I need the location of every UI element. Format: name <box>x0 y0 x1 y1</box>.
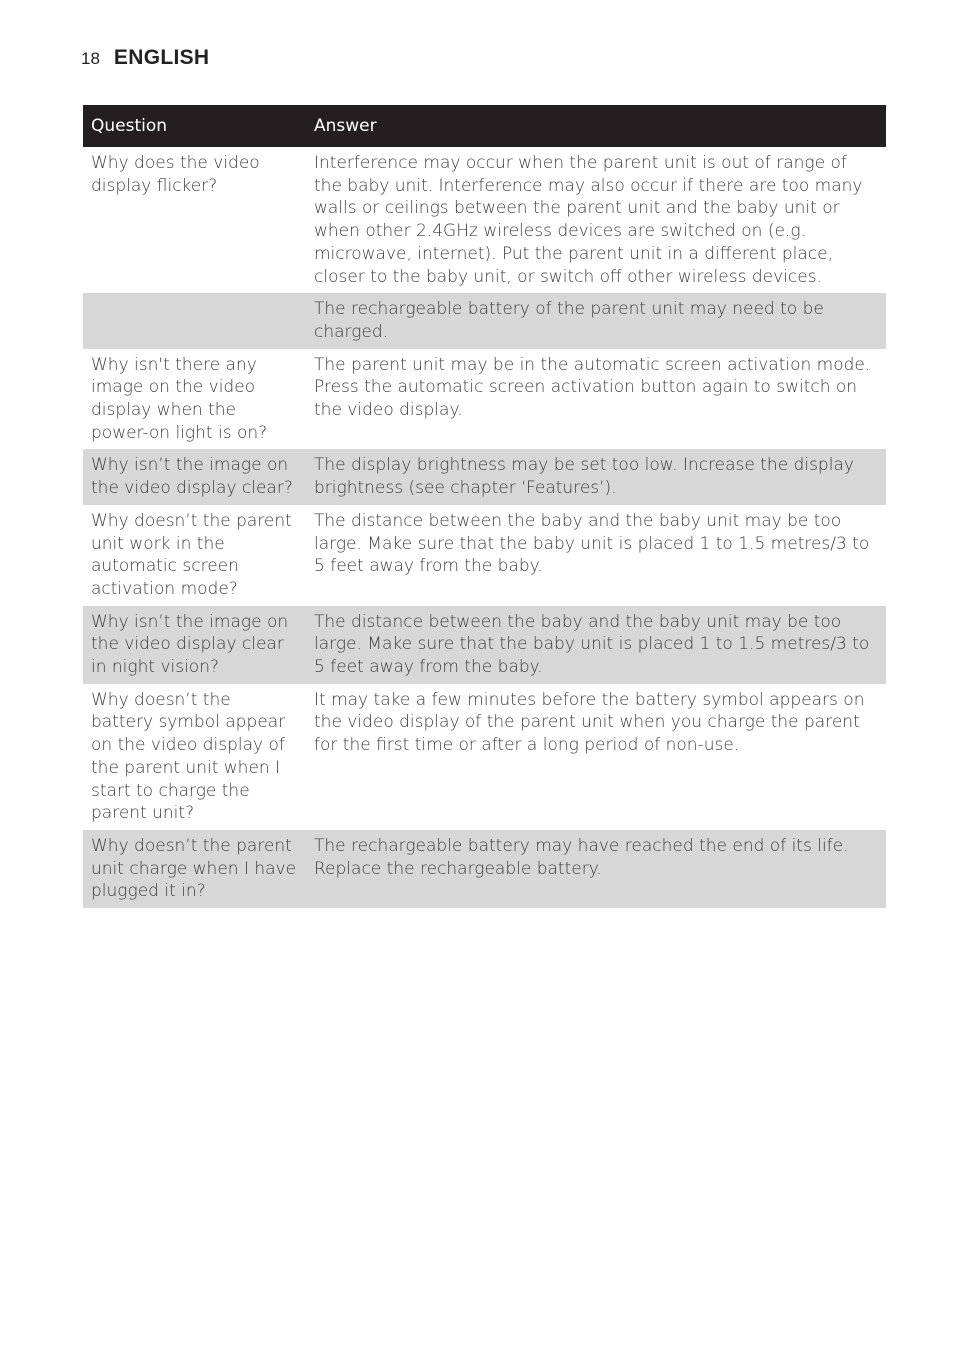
troubleshooting-table <box>83 105 886 908</box>
answer-cell: It may take a few minutes before the battery symbol appears on the video display of the parent unit when you charge the parent for the first time or after a long period of non-use. <box>314 689 865 756</box>
question-cell: Why doesn’t the parent unit work in the automatic screen activation mode? <box>91 510 292 599</box>
answer-cell: The distance between the baby and the baby unit may be too large. Make sure that the baby unit is placed 1 to 1.5 metres/3 to 5 feet away from the baby. <box>314 510 870 577</box>
table-row <box>83 147 886 293</box>
table-row <box>83 830 886 908</box>
question-cell: Why isn’t the image on the video display clear in night vision? <box>83 606 306 684</box>
section-title: ENGLISH <box>113 46 210 69</box>
answer-cell: The parent unit may be in the automatic screen activation mode. Press the automatic screen activation button again to switch on the video display. <box>314 354 871 421</box>
column-header-answer: Answer <box>306 105 886 147</box>
table-row <box>83 606 886 684</box>
table-row <box>83 349 886 450</box>
question-cell: Why doesn’t the parent unit charge when I have plugged it in? <box>83 830 306 908</box>
page-header <box>81 46 209 70</box>
question-cell <box>83 293 306 348</box>
question-cell: Why does the video display flicker? <box>91 153 260 196</box>
answer-cell: Interference may occur when the parent unit is out of range of the baby unit. Interference may also occur if there are too many walls or ceilings between the parent unit and the baby unit or when other 2.4GHz wireless devices are switched on (e.g. microwave, internet). Put the parent unit in a different place, closer to the baby unit, or switch off other wireless devices. <box>314 153 863 287</box>
table-row <box>83 449 886 504</box>
answer-cell: The rechargeable battery of the parent unit may need to be charged. <box>306 293 886 348</box>
answer-cell: The display brightness may be set too low. Increase the display brightness (see chapter ‘Features’). <box>306 449 886 504</box>
question-cell: Why isn’t the image on the video display clear? <box>83 449 306 504</box>
question-cell: Why isn't there any image on the video display when the power-on light is on? <box>91 354 268 443</box>
answer-cell: The rechargeable battery may have reached the end of its life. Replace the rechargeable battery. <box>306 830 886 908</box>
page-number: 18 <box>81 49 100 68</box>
answer-cell: The distance between the baby and the baby unit may be too large. Make sure that the baby unit is placed 1 to 1.5 metres/3 to 5 feet away from the baby. <box>306 606 886 684</box>
column-header-question: Question <box>83 105 306 147</box>
question-cell: Why doesn’t the battery symbol appear on the video display of the parent unit when I start to charge the parent unit? <box>91 689 286 824</box>
table-header-row <box>83 105 886 147</box>
table-row <box>83 505 886 606</box>
table-row <box>83 293 886 348</box>
table-row <box>83 684 886 830</box>
